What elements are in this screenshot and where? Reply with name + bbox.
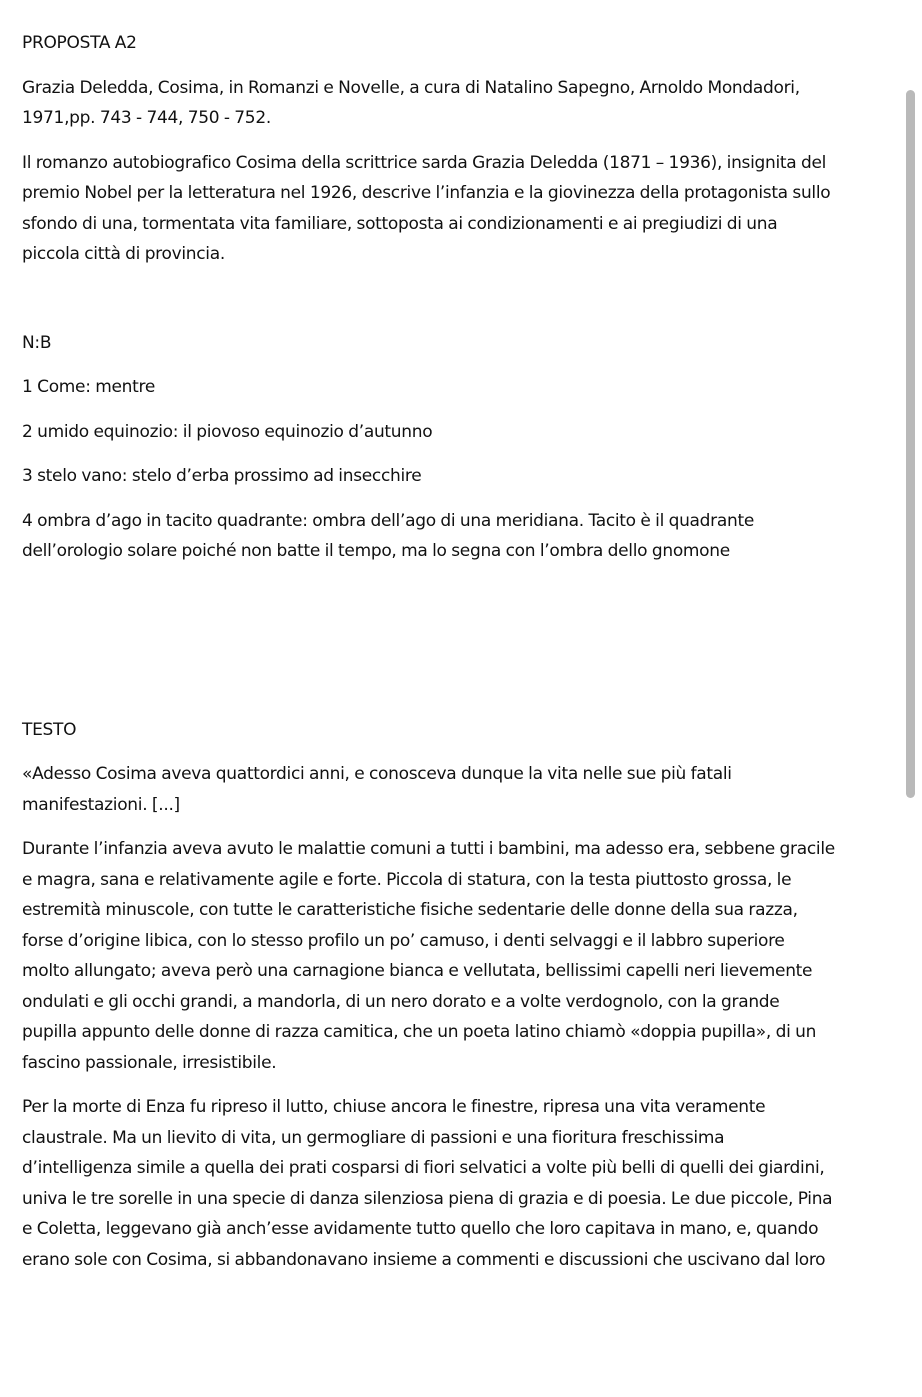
text-line: Durante l’infanzia aveva avuto le malattie comuni a tutti i bambini, ma adesso era, sebbene gracile bbox=[22, 839, 835, 859]
text-line: ondulati e gli occhi grandi, a mandorla, di un nero dorato e a volte verdognolo, con la grande bbox=[22, 991, 780, 1012]
citation-line-2: 1971,pp. 743 - 744, 750 - 752. bbox=[22, 108, 271, 128]
text-heading: TESTO bbox=[22, 719, 77, 740]
text-paragraph-1 bbox=[22, 759, 892, 820]
text-line: molto allungato; aveva però una carnagione bianca e vellutata, bellissimi capelli neri lievemente bbox=[22, 961, 813, 981]
text-paragraph-3 bbox=[22, 1092, 892, 1275]
text-line: manifestazioni. [...] bbox=[22, 794, 180, 815]
note-2: 2 umido equinozio: il piovoso equinozio d’autunno bbox=[22, 421, 433, 442]
text-line: estremità minuscole, con tutte le caratteristiche fisiche sedentarie delle donne della sua razza, bbox=[22, 900, 798, 920]
intro-line: premio Nobel per la letteratura nel 1926, descrive l’infanzia e la giovinezza della protagonista sullo bbox=[22, 183, 831, 203]
document-page bbox=[22, 28, 892, 1275]
text-line: Per la morte di Enza fu ripreso il lutto, chiuse ancora le finestre, ripresa una vita veramente bbox=[22, 1097, 766, 1117]
note-4-line: dell’orologio solare poiché non batte il tempo, ma lo segna con l’ombra dello gnomone bbox=[22, 541, 730, 561]
text-line: fascino passionale, irresistibile. bbox=[22, 1052, 277, 1073]
citation-line-1: Grazia Deledda, Cosima, in Romanzi e Novelle, a cura di Natalino Sapegno, Arnoldo Mondadori, bbox=[22, 77, 800, 98]
note-3: 3 stelo vano: stelo d’erba prossimo ad insecchire bbox=[22, 466, 422, 486]
text-line: e Coletta, leggevano già anch’esse avidamente tutto quello che loro capitava in mano, e, quando bbox=[22, 1219, 819, 1239]
text-line: d’intelligenza simile a quella dei prati cosparsi di fiori selvatici a volte più belli di quelli dei giardini, bbox=[22, 1158, 825, 1178]
intro-paragraph bbox=[22, 148, 892, 270]
intro-line: Il romanzo autobiografico Cosima della scrittrice sarda Grazia Deledda (1871 – 1936), insignita del bbox=[22, 152, 827, 173]
note-4 bbox=[22, 506, 892, 567]
vertical-scrollbar[interactable] bbox=[906, 90, 915, 798]
text-line: univa le tre sorelle in una specie di danza silenziosa piena di grazia e di poesia. Le due piccole, Pina bbox=[22, 1188, 833, 1209]
text-line: «Adesso Cosima aveva quattordici anni, e conosceva dunque la vita nelle sue più fatali bbox=[22, 764, 732, 784]
text-paragraph-2 bbox=[22, 834, 892, 1078]
intro-line: piccola città di provincia. bbox=[22, 244, 225, 264]
note-4-line: 4 ombra d’ago in tacito quadrante: ombra dell’ago di una meridiana. Tacito è il quadrante bbox=[22, 510, 754, 531]
note-1: 1 Come: mentre bbox=[22, 377, 155, 397]
text-line: claustrale. Ma un lievito di vita, un germogliare di passioni e una fioritura freschissima bbox=[22, 1127, 725, 1148]
text-line: forse d’origine libica, con lo stesso profilo un po’ camuso, i denti selvaggi e il labbro superiore bbox=[22, 930, 785, 951]
text-line: e magra, sana e relativamente agile e forte. Piccola di statura, con la testa piuttosto grossa, le bbox=[22, 869, 792, 890]
heading-proposta: PROPOSTA A2 bbox=[22, 33, 137, 53]
text-line: pupilla appunto delle donne di razza camitica, che un poeta latino chiamò «doppia pupilla», di un bbox=[22, 1022, 817, 1042]
citation bbox=[22, 73, 892, 134]
notes-heading: N:B bbox=[22, 332, 52, 353]
intro-line: sfondo di una, tormentata vita familiare, sottoposta ai condizionamenti e ai pregiudizi di una bbox=[22, 213, 778, 234]
text-line: erano sole con Cosima, si abbandonavano insieme a commenti e discussioni che uscivano dal loro bbox=[22, 1249, 826, 1270]
